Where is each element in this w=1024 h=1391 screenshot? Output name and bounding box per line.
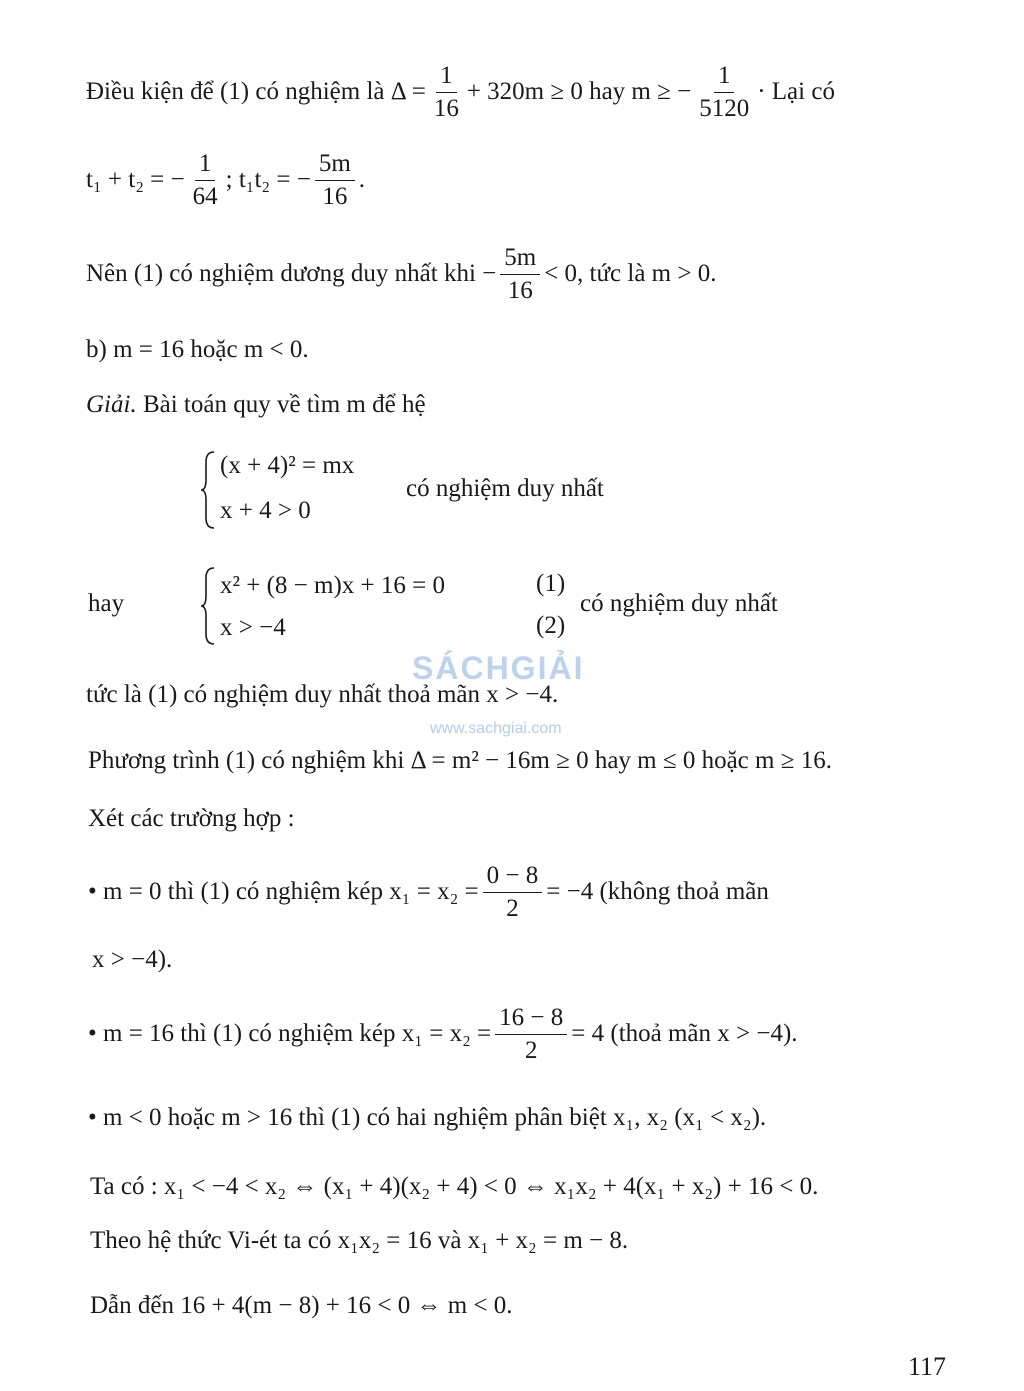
- system-row: x + 4 > 0: [220, 497, 311, 524]
- text: hay: [88, 590, 125, 617]
- system-note: có nghiệm duy nhất: [406, 475, 604, 502]
- text: tức là (1) có nghiệm duy nhất thoả mãn x > −4.: [86, 681, 559, 708]
- text: < 0, tức là m > 0.: [544, 260, 717, 287]
- numerator: 1: [436, 62, 457, 93]
- denominator: 2: [524, 1036, 538, 1064]
- paragraph-2: [86, 150, 365, 210]
- text: = −4 (không thoả mãn: [546, 878, 769, 905]
- label-giai: Giải.: [86, 391, 137, 418]
- text: · Lại có: [757, 78, 835, 105]
- text: = 4 (thoả mãn x > −4).: [571, 1020, 798, 1047]
- system-row: (x + 4)² = mx: [220, 452, 355, 479]
- text: + 320m ≥ 0 hay m ≥ −: [466, 78, 692, 105]
- numerator: 1: [195, 150, 216, 181]
- paragraph-7: [88, 747, 832, 775]
- numerator: 1: [714, 62, 735, 93]
- text: t₁ + t₂ = −: [86, 166, 185, 193]
- fraction: [189, 150, 222, 210]
- text: Ta có : x₁ < −4 < x₂ ⇔ (x₁ + 4)(x₂ + 4) < 0 ⇔ x₁x₂ + 4(x₁ + x₂) + 16 < 0.: [90, 1173, 819, 1200]
- text: Điều kiện để (1) có nghiệm là Δ =: [86, 78, 426, 105]
- system-row: x > −4: [220, 614, 286, 641]
- watermark-url: www.sachgiai.com: [430, 720, 562, 737]
- paragraph-10: [90, 1227, 628, 1255]
- denominator: 5120: [699, 94, 750, 122]
- bullet-1: [88, 862, 769, 922]
- system-note: có nghiệm duy nhất: [580, 590, 778, 617]
- numerator: 16 − 8: [495, 1004, 567, 1035]
- bullet-2: [88, 1004, 798, 1064]
- paragraph-1: [86, 62, 835, 122]
- paragraph-5: [86, 391, 426, 419]
- text: Nên (1) có nghiệm dương duy nhất khi −: [86, 260, 497, 287]
- system-row: x² + (8 − m)x + 16 = 0: [220, 572, 445, 599]
- text: Dẫn đến 16 + 4(m − 8) + 16 < 0 ⇔ m < 0.: [90, 1292, 513, 1319]
- page-number: 117: [908, 1352, 947, 1381]
- numerator: 5m: [500, 244, 540, 275]
- denominator: 16: [507, 276, 533, 304]
- watermark-logo: SÁCHGIẢI: [412, 650, 585, 686]
- equation-tag: (1): [536, 570, 566, 597]
- text: • m < 0 hoặc m > 16 thì (1) có hai nghiệm phân biệt x₁, x₂ (x₁ < x₂).: [88, 1104, 767, 1131]
- equation-tag: (2): [536, 612, 566, 639]
- fraction: [315, 150, 355, 210]
- paragraph-8: [88, 805, 295, 833]
- paragraph-6: [86, 681, 558, 709]
- denominator: 2: [506, 894, 519, 922]
- equation-system-1: [200, 450, 660, 530]
- text: .: [358, 166, 366, 193]
- fraction: [500, 244, 540, 304]
- paragraph-4: [86, 336, 309, 364]
- left-brace-icon: [200, 450, 218, 530]
- text: b) m = 16 hoặc m < 0.: [86, 336, 309, 363]
- text: • m = 0 thì (1) có nghiệm kép x₁ = x₂ =: [88, 878, 479, 905]
- text: x > −4).: [92, 946, 173, 973]
- equation-system-2: [200, 566, 820, 646]
- fraction: [430, 62, 463, 122]
- paragraph-9: [90, 1173, 818, 1201]
- paragraph-11: [90, 1292, 513, 1320]
- fraction: [695, 62, 753, 122]
- denominator: 16: [322, 182, 348, 210]
- paragraph-3: [86, 244, 716, 304]
- numerator: 5m: [315, 150, 355, 181]
- bullet-1-continuation: [92, 946, 172, 974]
- bullet-3: [88, 1104, 766, 1132]
- text: Bài toán quy về tìm m để hệ: [136, 391, 426, 418]
- fraction: [495, 1004, 567, 1064]
- left-brace-icon: [200, 566, 218, 646]
- text: Xét các trường hợp :: [88, 805, 295, 832]
- text: ; t₁t₂ = −: [225, 166, 311, 193]
- text: Phương trình (1) có nghiệm khi Δ = m² − 16m ≥ 0 hay m ≤ 0 hoặc m ≥ 16.: [88, 747, 832, 774]
- denominator: 16: [433, 94, 459, 122]
- word-hay: [88, 590, 124, 618]
- numerator: 0 − 8: [483, 862, 543, 893]
- denominator: 64: [192, 182, 218, 210]
- text: Theo hệ thức Vi-ét ta có x₁x₂ = 16 và x₁ + x₂ = m − 8.: [90, 1227, 629, 1254]
- fraction: [483, 862, 543, 922]
- text: • m = 16 thì (1) có nghiệm kép x₁ = x₂ =: [88, 1020, 492, 1047]
